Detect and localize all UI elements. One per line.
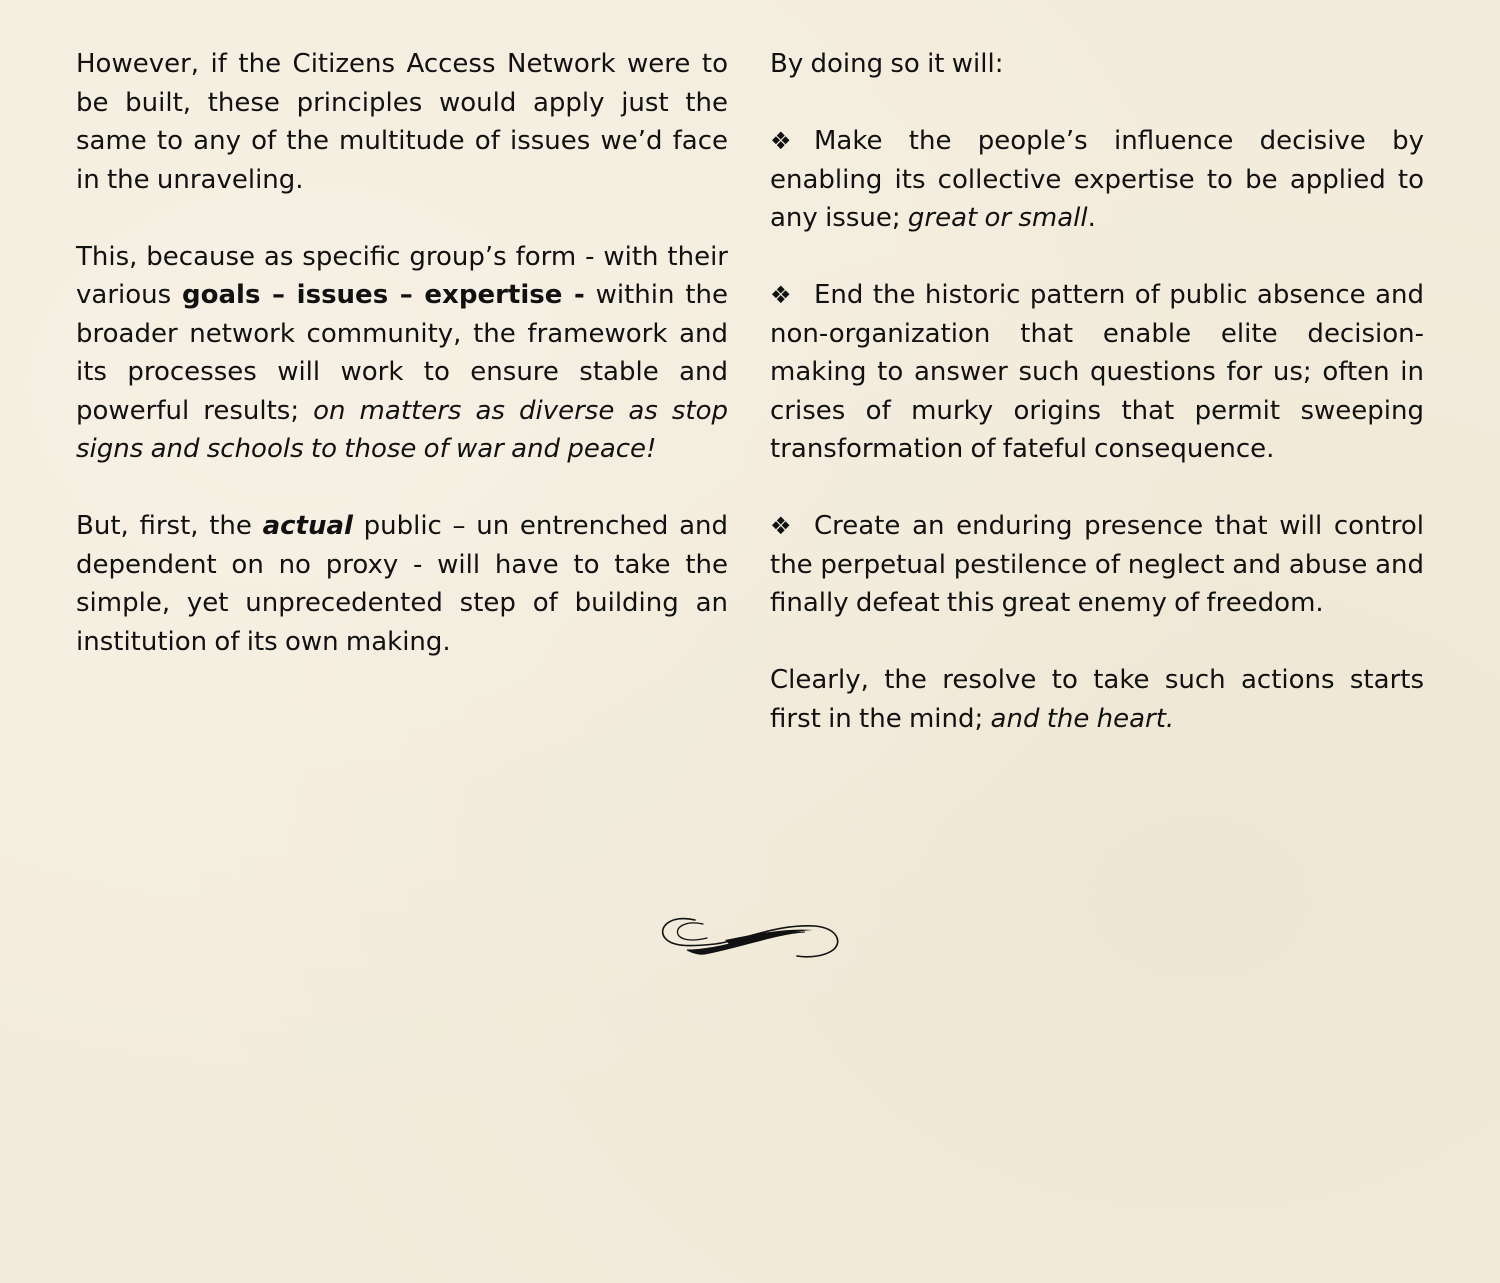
bullet-text: .	[1087, 203, 1096, 233]
paragraph-text: This, because as specific group’s form - with their various	[76, 241, 728, 310]
bullet-text: Create an enduring presence that will control the perpetual pestilence of neglect and abuse and finally defeat this great enemy of freedom.	[770, 511, 1424, 618]
paragraph-group-framework	[76, 238, 728, 469]
bullet-item	[770, 507, 1424, 623]
bold-keywords: goals – issues – expertise -	[182, 280, 585, 310]
right-column	[770, 45, 1424, 777]
paragraph-text: within the broader network community, the framework and its processes will work to ensure stable and powerful results;	[76, 280, 728, 426]
italic-phrase: and the heart.	[990, 703, 1175, 734]
paragraph-text: But, first, the	[76, 511, 263, 541]
paragraph-text: Clearly, the resolve to take such actions starts first in the mind;	[770, 665, 1424, 734]
intro-line	[770, 45, 1424, 84]
bullet-item	[770, 276, 1424, 469]
diamond-bullet-icon: ❖	[770, 512, 792, 540]
bullet-text: End the historic pattern of public absence and non-organization that enable elite decision-making to answer such questions for us; often in crises of murky origins that permit sweeping transformation of fateful consequence.	[770, 280, 1424, 464]
italic-phrase: on matters as diverse as stop signs and schools to those of war and peace!	[76, 395, 728, 464]
flourish-divider-icon	[655, 910, 845, 964]
closing-paragraph	[770, 661, 1424, 738]
paragraph-text: public – un entrenched and dependent on no proxy - will have to take the simple, yet unprecedented step of building an institution of its own making.	[76, 511, 728, 657]
diamond-bullet-icon: ❖	[770, 127, 792, 155]
paragraph-actual-public	[76, 507, 728, 661]
left-column	[76, 45, 728, 700]
bullet-text: Make the people’s influence decisive by enabling its collective expertise to be applied to any issue;	[770, 126, 1424, 233]
paragraph-text: By doing so it will:	[770, 49, 1004, 79]
paragraph-text: However, if the Citizens Access Network were to be built, these principles would apply just the same to any of the multitude of issues we’d face in the unraveling.	[76, 49, 728, 195]
bold-italic-word: actual	[262, 511, 353, 541]
diamond-bullet-icon: ❖	[770, 281, 792, 309]
paragraph-network-principles	[76, 45, 728, 199]
italic-phrase: great or small	[907, 203, 1088, 233]
bullet-item	[770, 122, 1424, 238]
